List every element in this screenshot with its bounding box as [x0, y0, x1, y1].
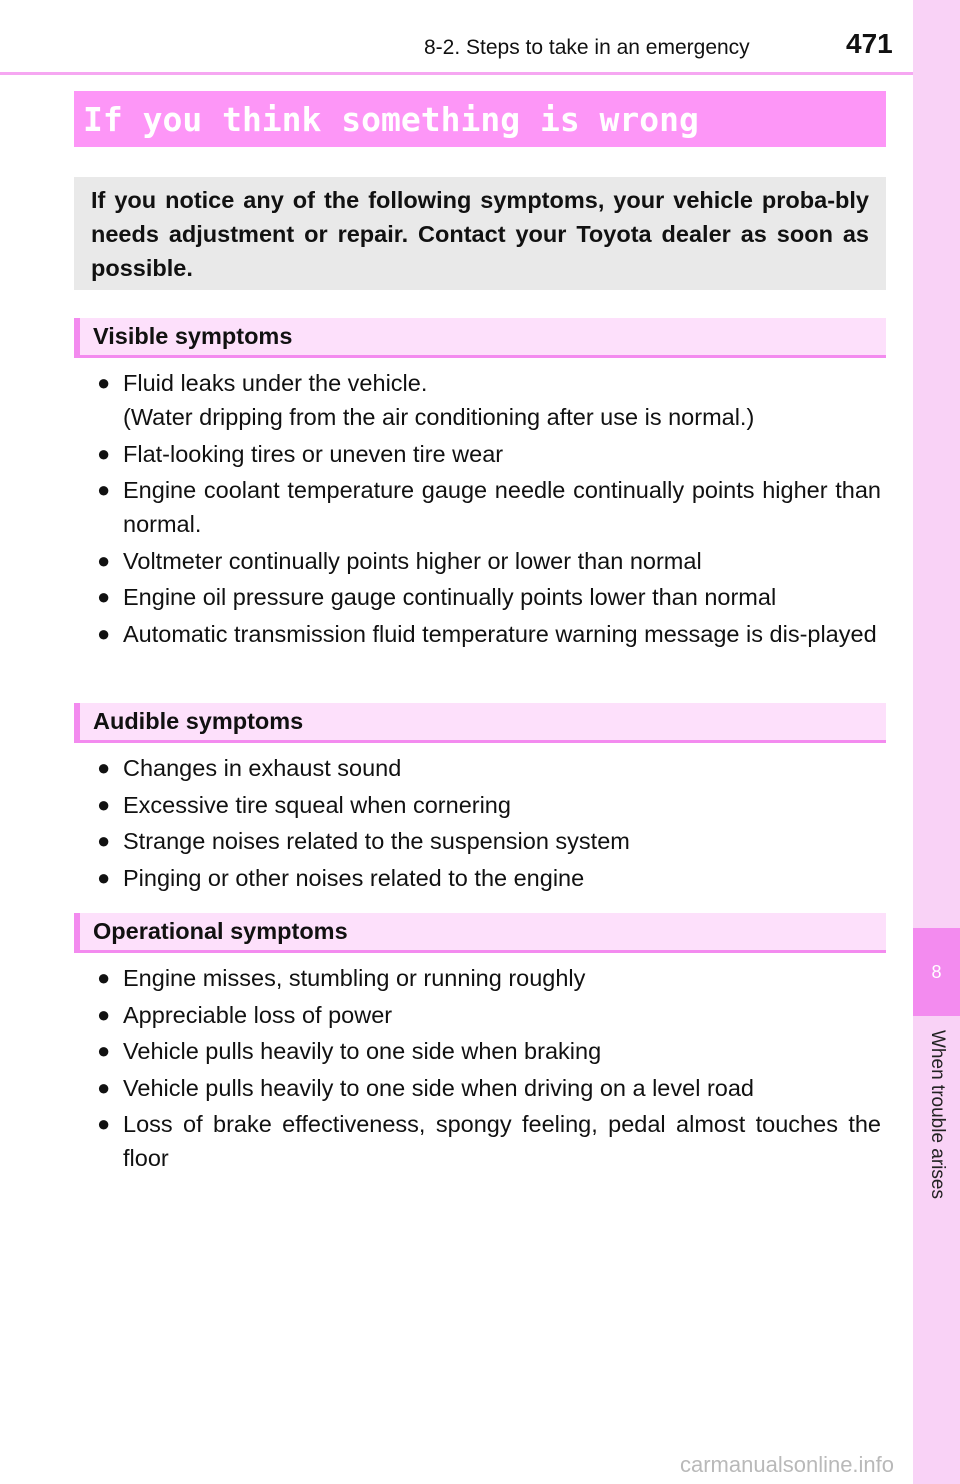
- list-item-text: Changes in exhaust sound: [123, 755, 402, 781]
- bullet-icon: ●: [97, 1001, 111, 1027]
- list-item-text: Engine coolant temperature gauge needle continually points higher than normal.: [123, 477, 881, 537]
- bullet-icon: ●: [97, 864, 111, 890]
- list-item-text: Appreciable loss of power: [123, 1001, 393, 1028]
- list-item: [97, 751, 881, 785]
- section-heading-label: Visible symptoms: [93, 323, 293, 349]
- list-item: [97, 1107, 881, 1175]
- bullet-icon: ●: [97, 370, 111, 395]
- list-item-text: Excessive tire squeal when cornering: [123, 791, 511, 818]
- intro-text: If you notice any of the following symptoms, your vehicle proba-bly needs adjustment or repair. Contact your Toyota dealer as soon as possible.: [91, 187, 869, 281]
- bullet-icon: ●: [97, 828, 111, 853]
- page-title-bar: [74, 91, 886, 147]
- bullet-icon: ●: [97, 1038, 111, 1063]
- section-heading-label: Operational symptoms: [93, 918, 348, 944]
- list-item-text: Strange noises related to the suspension system: [123, 828, 630, 854]
- bullet-icon: ●: [97, 791, 111, 817]
- section-heading-operational: [74, 913, 886, 953]
- header-divider: [0, 72, 913, 75]
- chapter-tab[interactable]: [913, 928, 960, 1016]
- bullet-icon: ●: [97, 584, 111, 609]
- list-item: [97, 1034, 881, 1068]
- page-title: If you think something is wrong: [83, 99, 699, 139]
- list-item-text: Pinging or other noises related to the engine: [123, 864, 585, 891]
- bullet-icon: ●: [97, 477, 111, 502]
- list-item-text: Loss of brake effectiveness, spongy feeling, pedal almost touches the floor: [123, 1111, 881, 1171]
- bullet-icon: ●: [97, 440, 111, 466]
- list-item: [97, 473, 881, 541]
- list-item-text: Flat-looking tires or uneven tire wear: [123, 440, 504, 467]
- bullet-icon: ●: [97, 1074, 111, 1100]
- side-strip: [913, 0, 960, 1484]
- list-item: [97, 544, 881, 578]
- list-item: [97, 998, 881, 1032]
- chapter-title: When trouble arises: [927, 1030, 948, 1199]
- page-number: 471: [846, 28, 893, 59]
- list-item: [97, 788, 881, 822]
- bullet-icon: ●: [97, 755, 111, 780]
- section-heading-audible: [74, 703, 886, 743]
- list-item-note: (Water dripping from the air conditioning after use is normal.): [123, 404, 755, 430]
- list-item: [97, 1071, 881, 1105]
- list-item: [97, 824, 881, 858]
- list-item-text: Automatic transmission fluid temperature warning message is dis-played: [123, 620, 877, 647]
- section-heading-visible: [74, 318, 886, 358]
- section-heading-label: Audible symptoms: [93, 708, 304, 734]
- list-item: [97, 437, 881, 471]
- list-item-text: Engine misses, stumbling or running roughly: [123, 965, 586, 991]
- list-item: [97, 366, 881, 434]
- list-item: [97, 861, 881, 895]
- list-item: [97, 580, 881, 614]
- operational-symptoms-list: [97, 961, 881, 1178]
- section-header: 8-2. Steps to take in an emergency: [424, 36, 750, 59]
- visible-symptoms-list: [97, 366, 881, 653]
- chapter-number: 8: [931, 961, 942, 982]
- bullet-icon: ●: [97, 547, 111, 573]
- bullet-icon: ●: [97, 1111, 111, 1136]
- list-item-text: Vehicle pulls heavily to one side when driving on a level road: [123, 1074, 754, 1101]
- list-item-text: Fluid leaks under the vehicle.: [123, 370, 428, 396]
- watermark: carmanualsonline.info: [680, 1452, 895, 1477]
- list-item-text: Engine oil pressure gauge continually points lower than normal: [123, 584, 777, 610]
- list-item: [97, 617, 881, 651]
- intro-box: [74, 177, 886, 290]
- bullet-icon: ●: [97, 620, 111, 646]
- list-item-text: Voltmeter continually points higher or lower than normal: [123, 547, 702, 574]
- list-item-text: Vehicle pulls heavily to one side when braking: [123, 1038, 602, 1064]
- audible-symptoms-list: [97, 751, 881, 897]
- list-item: [97, 961, 881, 995]
- bullet-icon: ●: [97, 965, 111, 990]
